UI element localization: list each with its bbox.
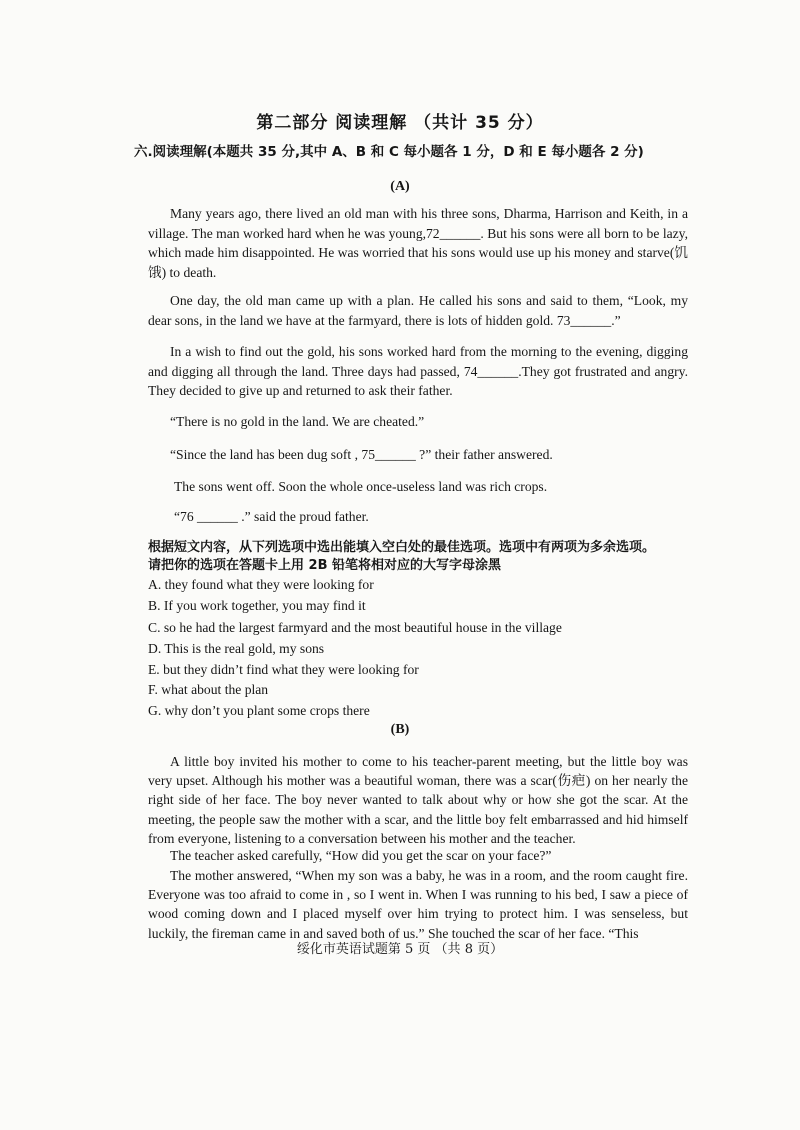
passage-a-paragraph-2: One day, the old man came up with a plan. He called his sons and said to them, “Look, my dear sons, in the land we have at the farmyard, there is lots of hidden gold. 73______.” [148,293,688,328]
option-g: G. why don’t you plant some crops there [148,703,370,718]
passage-a-paragraph-3: In a wish to find out the gold, his sons worked hard from the morning to the evening, digging and digging all through the land. Three days had passed, 74______.They got frustrated and angry. They decided to give up and returned to ask their father. [148,344,688,399]
passage-b-label: (B) [390,722,410,737]
section-subtitle: 六.阅读理解(本题共 35 分,其中 A、B 和 C 每小题各 1 分，D 和 E 每小题各 2 分) [134,144,644,160]
passage-a-label: (A) [390,179,410,194]
option-f: F. what about the plan [148,682,269,697]
option-d: D. This is the real gold, my sons [148,641,325,656]
passage-b-paragraph-2: The teacher asked carefully, “How did you get the scar on your face?” [170,848,552,863]
option-c: C. so he had the largest farmyard and the most beautiful house in the village [148,620,562,635]
instruction-line-1: 根据短文内容，从下列选项中选出能填入空白处的最佳选项。选项中有两项为多余选项。 [148,540,656,555]
option-b: B. If you work together, you may find it [148,598,366,613]
passage-a-paragraph-4: “There is no gold in the land. We are cheated.” [170,414,425,429]
section-title: 第二部分 阅读理解 （共计 35 分） [256,113,544,133]
passage-a-paragraph-1: Many years ago, there lived an old man with his three sons, Dharma, Harrison and Keith, in a village. The man worked hard when he was young,72______. But his sons were all born to be lazy, which made him disappointed. He was worried that his sons would use up his money and starve(饥饿) to death. [148,206,688,280]
passage-b-paragraph-3: The mother answered, “When my son was a baby, he was in a room, and the room caught fire. Everyone was too afraid to come in , so I went in. When I was running to his bed, I saw a piece of wood coming down and I placed myself over him trying to protect him. I was senseless, but luckily, the fireman came in and saved both of us.” She touched the scar of her face. “This [148,868,688,941]
option-e: E. but they didn’t find what they were looking for [148,662,419,677]
instruction-line-2: 请把你的选项在答题卡上用 2B 铅笔将相对应的大写字母涂黑 [148,558,502,573]
passage-b-paragraph-1: A little boy invited his mother to come to his teacher-parent meeting, but the little boy was very upset. Although his mother was a beautiful woman, there was a scar(伤疤) on her nearly the right side of her face. The boy never wanted to talk about why or how she got the scar. At the meeting, the people saw the mother with a scar, and the little boy felt embarrassed and hid himself from everyone, listening to a conversation between his mother and the teacher. [148,754,688,846]
option-a: A. they found what they were looking for [148,577,374,592]
page-footer: 绥化市英语试题第 5 页 （共 8 页） [296,942,504,957]
passage-a-paragraph-6: The sons went off. Soon the whole once-useless land was rich crops. [174,479,548,494]
passage-a-paragraph-7: “76 ______ .” said the proud father. [174,509,369,524]
passage-a-paragraph-5: “Since the land has been dug soft , 75______ ?” their father answered. [170,447,553,462]
